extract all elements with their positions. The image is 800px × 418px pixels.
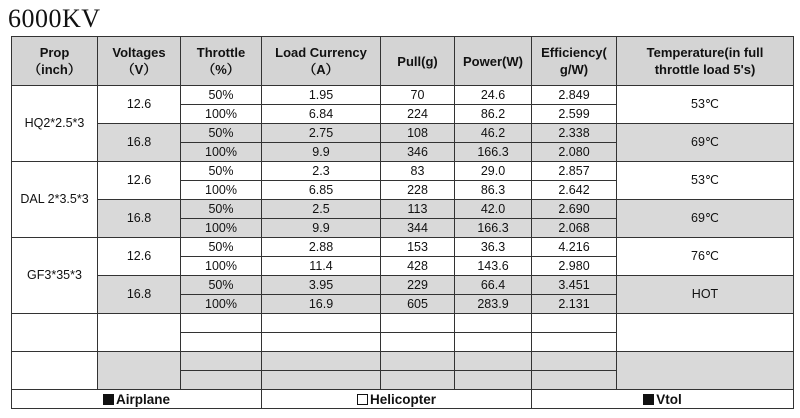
header-throttle: Throttle （%） bbox=[181, 37, 262, 86]
empty-cell bbox=[455, 314, 532, 333]
pull-cell: 344 bbox=[381, 219, 455, 238]
table-row bbox=[12, 276, 794, 295]
empty-cell bbox=[532, 314, 617, 333]
voltage-cell: 12.6 bbox=[98, 86, 181, 124]
pull-cell: 224 bbox=[381, 105, 455, 124]
efficiency-cell: 4.216 bbox=[532, 238, 617, 257]
empty-cell bbox=[532, 371, 617, 390]
temperature-cell: 76℃ bbox=[617, 238, 794, 276]
current-cell: 6.84 bbox=[262, 105, 381, 124]
throttle-cell: 50% bbox=[181, 238, 262, 257]
pull-cell: 83 bbox=[381, 162, 455, 181]
table-row bbox=[12, 86, 794, 105]
header-efficiency: Efficiency( g/W) bbox=[532, 37, 617, 86]
voltage-cell: 16.8 bbox=[98, 200, 181, 238]
power-cell: 24.6 bbox=[455, 86, 532, 105]
voltage-cell: 12.6 bbox=[98, 162, 181, 200]
pull-cell: 229 bbox=[381, 276, 455, 295]
empty-cell bbox=[532, 352, 617, 371]
empty-row bbox=[12, 314, 794, 333]
efficiency-cell: 2.599 bbox=[532, 105, 617, 124]
power-cell: 29.0 bbox=[455, 162, 532, 181]
airplane-option bbox=[12, 390, 262, 409]
efficiency-cell: 2.080 bbox=[532, 143, 617, 162]
prop-name-cell: GF3*35*3 bbox=[12, 238, 98, 314]
power-cell: 42.0 bbox=[455, 200, 532, 219]
pull-cell: 70 bbox=[381, 86, 455, 105]
efficiency-cell: 2.857 bbox=[532, 162, 617, 181]
throttle-cell: 100% bbox=[181, 295, 262, 314]
throttle-cell: 100% bbox=[181, 181, 262, 200]
table-row bbox=[12, 238, 794, 257]
header-load-current: Load Currency （A） bbox=[262, 37, 381, 86]
temperature-cell: 69℃ bbox=[617, 124, 794, 162]
empty-cell bbox=[381, 314, 455, 333]
helicopter-label: Helicopter bbox=[369, 391, 437, 407]
efficiency-cell: 2.690 bbox=[532, 200, 617, 219]
vtol-label: Vtol bbox=[656, 391, 682, 407]
throttle-cell: 50% bbox=[181, 162, 262, 181]
empty-cell bbox=[532, 333, 617, 352]
pull-cell: 153 bbox=[381, 238, 455, 257]
empty-cell bbox=[617, 352, 794, 390]
checked-square-icon bbox=[643, 394, 654, 405]
voltage-cell: 12.6 bbox=[98, 238, 181, 276]
empty-cell bbox=[455, 352, 532, 371]
temperature-cell: 53℃ bbox=[617, 162, 794, 200]
current-cell: 2.88 bbox=[262, 238, 381, 257]
empty-cell bbox=[455, 333, 532, 352]
empty-cell bbox=[381, 371, 455, 390]
efficiency-cell: 2.338 bbox=[532, 124, 617, 143]
power-cell: 36.3 bbox=[455, 238, 532, 257]
helicopter-option bbox=[262, 390, 532, 409]
prop-name-cell: DAL 2*3.5*3 bbox=[12, 162, 98, 238]
header-prop: Prop （inch） bbox=[12, 37, 98, 86]
empty-cell bbox=[181, 333, 262, 352]
empty-cell bbox=[455, 371, 532, 390]
empty-cell bbox=[381, 333, 455, 352]
voltage-cell: 16.8 bbox=[98, 276, 181, 314]
pull-cell: 108 bbox=[381, 124, 455, 143]
throttle-cell: 100% bbox=[181, 219, 262, 238]
pull-cell: 428 bbox=[381, 257, 455, 276]
empty-row bbox=[12, 352, 794, 371]
table-row bbox=[12, 200, 794, 219]
voltage-cell: 16.8 bbox=[98, 124, 181, 162]
throttle-cell: 100% bbox=[181, 257, 262, 276]
current-cell: 16.9 bbox=[262, 295, 381, 314]
pull-cell: 605 bbox=[381, 295, 455, 314]
pull-cell: 228 bbox=[381, 181, 455, 200]
efficiency-cell: 2.980 bbox=[532, 257, 617, 276]
efficiency-cell: 2.849 bbox=[532, 86, 617, 105]
current-cell: 2.75 bbox=[262, 124, 381, 143]
current-cell: 9.9 bbox=[262, 143, 381, 162]
empty-cell bbox=[262, 352, 381, 371]
power-cell: 86.2 bbox=[455, 105, 532, 124]
throttle-cell: 50% bbox=[181, 276, 262, 295]
current-cell: 1.95 bbox=[262, 86, 381, 105]
prop-name-cell: HQ2*2.5*3 bbox=[12, 86, 98, 162]
pull-cell: 113 bbox=[381, 200, 455, 219]
page-title: 6000KV bbox=[8, 4, 101, 33]
temperature-cell: 69℃ bbox=[617, 200, 794, 238]
temperature-cell: 53℃ bbox=[617, 86, 794, 124]
temperature-cell: HOT bbox=[617, 276, 794, 314]
vtol-option bbox=[532, 390, 794, 409]
current-cell: 2.5 bbox=[262, 200, 381, 219]
power-cell: 283.9 bbox=[455, 295, 532, 314]
header-pull: Pull(g) bbox=[381, 37, 455, 86]
header-temperature: Temperature(in full throttle load 5's) bbox=[617, 37, 794, 86]
empty-cell bbox=[381, 352, 455, 371]
empty-cell bbox=[262, 333, 381, 352]
header-row bbox=[12, 37, 794, 86]
header-power: Power(W) bbox=[455, 37, 532, 86]
empty-cell bbox=[181, 352, 262, 371]
empty-cell bbox=[181, 314, 262, 333]
efficiency-cell: 3.451 bbox=[532, 276, 617, 295]
pull-cell: 346 bbox=[381, 143, 455, 162]
table-row bbox=[12, 124, 794, 143]
airplane-label: Airplane bbox=[115, 391, 170, 407]
empty-cell bbox=[98, 352, 181, 390]
efficiency-cell: 2.131 bbox=[532, 295, 617, 314]
current-cell: 11.4 bbox=[262, 257, 381, 276]
power-cell: 166.3 bbox=[455, 143, 532, 162]
current-cell: 3.95 bbox=[262, 276, 381, 295]
power-cell: 166.3 bbox=[455, 219, 532, 238]
motor-spec-table bbox=[11, 36, 794, 409]
empty-cell bbox=[181, 371, 262, 390]
power-cell: 46.2 bbox=[455, 124, 532, 143]
empty-cell bbox=[262, 371, 381, 390]
empty-cell bbox=[617, 314, 794, 352]
throttle-cell: 50% bbox=[181, 86, 262, 105]
empty-cell bbox=[12, 314, 98, 352]
empty-cell bbox=[98, 314, 181, 352]
empty-cell bbox=[12, 352, 98, 390]
current-cell: 9.9 bbox=[262, 219, 381, 238]
table-row bbox=[12, 162, 794, 181]
unchecked-square-icon bbox=[357, 394, 368, 405]
power-cell: 86.3 bbox=[455, 181, 532, 200]
efficiency-cell: 2.642 bbox=[532, 181, 617, 200]
current-cell: 2.3 bbox=[262, 162, 381, 181]
power-cell: 143.6 bbox=[455, 257, 532, 276]
current-cell: 6.85 bbox=[262, 181, 381, 200]
throttle-cell: 100% bbox=[181, 105, 262, 124]
throttle-cell: 50% bbox=[181, 200, 262, 219]
empty-cell bbox=[262, 314, 381, 333]
power-cell: 66.4 bbox=[455, 276, 532, 295]
efficiency-cell: 2.068 bbox=[532, 219, 617, 238]
throttle-cell: 100% bbox=[181, 143, 262, 162]
throttle-cell: 50% bbox=[181, 124, 262, 143]
header-voltages: Voltages （V） bbox=[98, 37, 181, 86]
footer-row bbox=[12, 390, 794, 409]
checked-square-icon bbox=[103, 394, 114, 405]
